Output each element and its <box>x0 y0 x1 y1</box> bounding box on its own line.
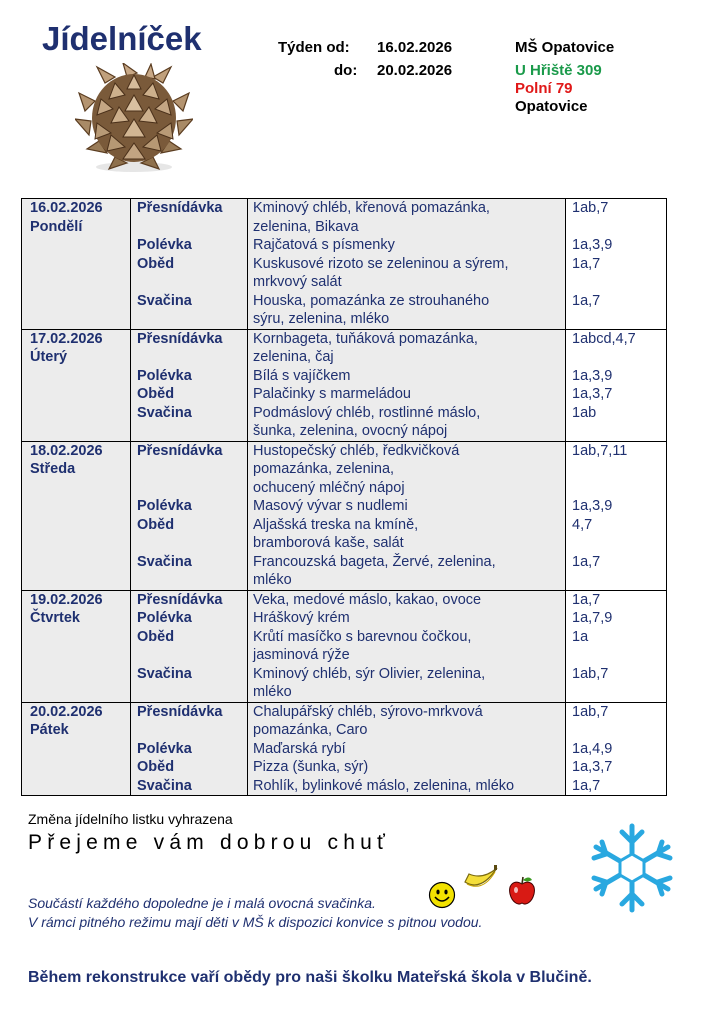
meal-allergens: 1ab,7 <box>572 703 609 720</box>
day-date: 19.02.2026 <box>30 591 103 608</box>
change-note: Změna jídelního listku vyhrazena <box>28 811 233 827</box>
meal-type: Svačina <box>137 553 192 570</box>
meal-text-line: Maďarská rybí <box>253 740 346 757</box>
meal-type: Přesnídávka <box>137 442 223 459</box>
meal-allergens: 1abcd,4,7 <box>572 330 636 347</box>
day-row <box>22 329 667 441</box>
day-row <box>22 441 667 590</box>
meal-allergens: 1a,7 <box>572 591 601 608</box>
day-cell <box>22 199 131 330</box>
meal-type-cell <box>131 199 248 330</box>
page-title: Jídelníček <box>42 20 202 57</box>
meal-description-cell <box>248 199 566 330</box>
info-line-1: Součástí každého dopoledne je i malá ovocná svačinka. <box>28 895 376 911</box>
school-address-2: Polní 79 <box>515 80 573 97</box>
meal-text-line: Kminový chléb, křenová pomazánka, <box>253 200 490 216</box>
meal-allergens: 1a,3,9 <box>572 498 613 514</box>
menu-table <box>21 198 667 796</box>
meal-text-line: Aljašská treska na kmíně, <box>253 516 419 533</box>
meal-allergens: 1a,7 <box>572 255 601 272</box>
meal-type: Oběd <box>137 386 175 402</box>
meal-type: Polévka <box>137 498 192 514</box>
meal-allergens: 1a,3,9 <box>572 237 613 253</box>
meal-allergens: 1ab,7 <box>572 665 609 682</box>
meal-text-line: Podmáslový chléb, rostlinné máslo, <box>253 404 481 421</box>
week-from-date: 16.02.2026 <box>377 39 453 56</box>
meal-type: Přesnídávka <box>137 330 223 347</box>
day-row <box>22 199 667 330</box>
day-date: 18.02.2026 <box>30 442 103 459</box>
meal-text-line: Kuskusové rizoto se zeleninou a sýrem, <box>253 255 509 272</box>
meal-type: Svačina <box>137 404 192 421</box>
meal-text-line: pomazánka, Caro <box>253 722 368 738</box>
day-name: Pondělí <box>30 218 83 235</box>
apple-icon <box>507 875 537 907</box>
meal-type-cell <box>131 329 248 441</box>
meal-type-cell <box>131 702 248 796</box>
meal-text-line: Chalupářský chléb, sýrovo-mrkvová <box>253 703 483 720</box>
banana-icon <box>463 862 499 892</box>
meal-allergens: 1a,4,9 <box>572 740 613 757</box>
meal-type: Svačina <box>137 665 192 682</box>
day-cell <box>22 702 131 796</box>
meal-text-line: Kminový chléb, sýr Olivier, zelenina, <box>253 665 486 682</box>
meal-allergens: 1a,3,7 <box>572 759 613 775</box>
meal-text-line: Francouzská bageta, Žervé, zelenina, <box>253 553 496 570</box>
school-address-1: U Hřiště 309 <box>515 62 602 79</box>
allergens-cell <box>566 590 667 702</box>
meal-type: Přesnídávka <box>137 703 223 720</box>
meal-type: Oběd <box>137 628 175 645</box>
meal-type-cell <box>131 441 248 590</box>
meal-text-line: Krůtí masíčko s barevnou čočkou, <box>253 628 472 645</box>
meal-text-line: jasminová rýže <box>253 647 350 663</box>
school-city: Opatovice <box>515 98 588 115</box>
allergens-cell <box>566 441 667 590</box>
allergens-cell <box>566 702 667 796</box>
meal-type: Oběd <box>137 255 175 272</box>
meal-text-line: mléko <box>253 572 292 588</box>
meal-text-line: Houska, pomazánka ze strouhaného <box>253 292 490 309</box>
meal-text-line: bramborová kaše, salát <box>253 535 404 551</box>
meal-text-line: zelenina, Bikava <box>253 218 359 235</box>
snowflake-icon <box>582 820 682 916</box>
day-row <box>22 702 667 796</box>
meal-description-cell <box>248 702 566 796</box>
meal-type: Přesnídávka <box>137 591 223 608</box>
day-name: Úterý <box>30 349 68 365</box>
meal-allergens: 1a,7 <box>572 777 601 794</box>
day-cell <box>22 441 131 590</box>
bottom-note: Během rekonstrukce vaří obědy pro naši školku Mateřská škola v Blučině. <box>28 969 592 986</box>
day-cell <box>22 590 131 702</box>
meal-allergens: 1a,7 <box>572 292 601 309</box>
meal-type: Polévka <box>137 740 192 757</box>
allergens-cell <box>566 329 667 441</box>
meal-text-line: Palačinky s marmeládou <box>253 386 411 402</box>
meal-allergens: 1ab,7,11 <box>572 442 628 459</box>
meal-type-cell <box>131 590 248 702</box>
day-name: Čtvrtek <box>30 610 80 626</box>
meal-allergens: 1a,3,9 <box>572 367 613 384</box>
meal-type: Polévka <box>137 367 192 384</box>
meal-text-line: sýru, zelenina, mléko <box>253 311 390 327</box>
meal-text-line: pomazánka, zelenina, <box>253 461 395 477</box>
day-cell <box>22 329 131 441</box>
meal-description-cell <box>248 590 566 702</box>
allergens-cell <box>566 199 667 330</box>
smiley-icon <box>428 881 456 909</box>
meal-type: Přesnídávka <box>137 200 223 216</box>
meal-allergens: 1a <box>572 628 589 645</box>
meal-text-line: Pizza (šunka, sýr) <box>253 759 369 775</box>
meal-text-line: Bílá s vajíčkem <box>253 367 351 384</box>
wish-text: Přejeme vám dobrou chuť <box>28 831 391 854</box>
meal-allergens: 1a,3,7 <box>572 386 613 402</box>
info-line-2: V rámci pitného režimu mají děti v MŠ k dispozici konvice s pitnou vodou. <box>28 914 483 930</box>
meal-text-line: Rohlík, bylinkové máslo, zelenina, mléko <box>253 777 515 794</box>
day-date: 20.02.2026 <box>30 703 103 720</box>
day-date: 17.02.2026 <box>30 330 103 347</box>
meal-text-line: mléko <box>253 684 292 700</box>
meal-type: Polévka <box>137 610 192 626</box>
meal-text-line: šunka, zelenina, ovocný nápoj <box>253 423 448 439</box>
week-to-date: 20.02.2026 <box>377 62 453 79</box>
day-date: 16.02.2026 <box>30 200 103 216</box>
meal-allergens: 1a,7,9 <box>572 610 613 626</box>
meal-description-cell <box>248 441 566 590</box>
meal-allergens: 4,7 <box>572 516 593 533</box>
meal-text-line: Rajčatová s písmenky <box>253 237 395 253</box>
meal-type: Svačina <box>137 292 192 309</box>
meal-type: Polévka <box>137 237 192 253</box>
week-to-label: do: <box>334 62 358 79</box>
pine-cone-icon <box>75 63 193 175</box>
meal-description-cell <box>248 329 566 441</box>
meal-type: Oběd <box>137 759 175 775</box>
meal-allergens: 1a,7 <box>572 553 601 570</box>
meal-text-line: ochucený mléčný nápoj <box>253 479 405 496</box>
meal-allergens: 1ab,7 <box>572 200 609 216</box>
meal-text-line: Hráškový krém <box>253 610 350 626</box>
meal-text-line: Masový vývar s nudlemi <box>253 498 408 514</box>
day-row <box>22 590 667 702</box>
meal-type: Svačina <box>137 777 192 794</box>
day-name: Středa <box>30 461 76 477</box>
school-name: MŠ Opatovice <box>515 39 615 56</box>
meal-text-line: mrkvový salát <box>253 274 342 290</box>
day-name: Pátek <box>30 722 69 738</box>
meal-type: Oběd <box>137 516 175 533</box>
week-from-label: Týden od: <box>278 39 350 56</box>
meal-text-line: Hustopečský chléb, ředkvičková <box>253 442 460 459</box>
meal-text-line: zelenina, čaj <box>253 349 334 365</box>
meal-text-line: Kornbageta, tuňáková pomazánka, <box>253 330 478 347</box>
meal-allergens: 1ab <box>572 404 597 421</box>
meal-text-line: Veka, medové máslo, kakao, ovoce <box>253 591 482 608</box>
